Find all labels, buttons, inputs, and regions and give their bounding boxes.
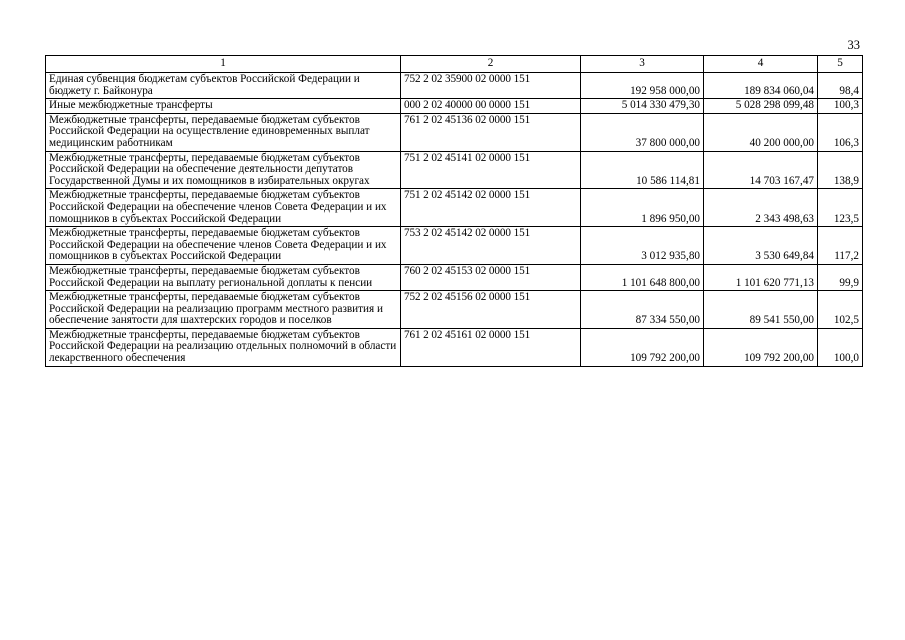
column-header: 4 (704, 56, 818, 73)
row-code-cell: 753 2 02 45142 02 0000 151 (401, 227, 581, 265)
table-row (46, 328, 863, 366)
row-percent-cell: 123,5 (818, 189, 863, 227)
row-percent-cell: 138,9 (818, 151, 863, 189)
row-code-cell: 761 2 02 45136 02 0000 151 (401, 113, 581, 151)
row-actual-cell: 3 530 649,84 (704, 227, 818, 265)
table-row (46, 264, 863, 290)
column-header: 5 (818, 56, 863, 73)
table-body (46, 73, 863, 367)
page-number: 33 (847, 38, 860, 52)
row-planned-cell: 5 014 330 479,30 (581, 99, 704, 114)
column-header: 3 (581, 56, 704, 73)
table-row (46, 113, 863, 151)
row-actual-cell: 89 541 550,00 (704, 291, 818, 329)
row-planned-cell: 1 101 648 800,00 (581, 264, 704, 290)
table-row (46, 189, 863, 227)
row-name-cell: Межбюджетные трансферты, передаваемые бюджетам субъектов Российской Федерации на реализацию отдельных полномочий в области лекарственного обеспечения (46, 328, 401, 366)
row-name-cell: Межбюджетные трансферты, передаваемые бюджетам субъектов Российской Федерации на реализацию программ местного развития и обеспечение занятости для шахтерских городов и поселков (46, 291, 401, 329)
row-code-cell: 752 2 02 45156 02 0000 151 (401, 291, 581, 329)
row-name-cell: Межбюджетные трансферты, передаваемые бюджетам субъектов Российской Федерации на осуществление единовременных выплат медицинским работникам (46, 113, 401, 151)
row-name-cell: Межбюджетные трансферты, передаваемые бюджетам субъектов Российской Федерации на обеспечение членов Совета Федерации и их помощников в субъектах Российской Федерации (46, 227, 401, 265)
row-code-cell: 761 2 02 45161 02 0000 151 (401, 328, 581, 366)
column-number-row (46, 56, 863, 73)
row-actual-cell: 5 028 298 099,48 (704, 99, 818, 114)
table-row (46, 227, 863, 265)
row-code-cell: 751 2 02 45141 02 0000 151 (401, 151, 581, 189)
row-actual-cell: 2 343 498,63 (704, 189, 818, 227)
row-planned-cell: 37 800 000,00 (581, 113, 704, 151)
row-name-cell: Межбюджетные трансферты, передаваемые бюджетам субъектов Российской Федерации на выплату региональной доплаты к пенсии (46, 264, 401, 290)
table-row (46, 291, 863, 329)
row-percent-cell: 102,5 (818, 291, 863, 329)
table-row (46, 151, 863, 189)
row-percent-cell: 100,3 (818, 99, 863, 114)
row-actual-cell: 109 792 200,00 (704, 328, 818, 366)
column-header: 1 (46, 56, 401, 73)
row-actual-cell: 189 834 060,04 (704, 73, 818, 99)
table-row (46, 73, 863, 99)
row-planned-cell: 1 896 950,00 (581, 189, 704, 227)
row-planned-cell: 109 792 200,00 (581, 328, 704, 366)
row-code-cell: 000 2 02 40000 00 0000 151 (401, 99, 581, 114)
row-actual-cell: 1 101 620 771,13 (704, 264, 818, 290)
row-planned-cell: 10 586 114,81 (581, 151, 704, 189)
row-percent-cell: 117,2 (818, 227, 863, 265)
row-percent-cell: 100,0 (818, 328, 863, 366)
row-code-cell: 751 2 02 45142 02 0000 151 (401, 189, 581, 227)
row-percent-cell: 99,9 (818, 264, 863, 290)
row-planned-cell: 3 012 935,80 (581, 227, 704, 265)
row-actual-cell: 40 200 000,00 (704, 113, 818, 151)
row-planned-cell: 87 334 550,00 (581, 291, 704, 329)
row-name-cell: Межбюджетные трансферты, передаваемые бюджетам субъектов Российской Федерации на обеспечение членов Совета Федерации и их помощников в субъектах Российской Федерации (46, 189, 401, 227)
row-actual-cell: 14 703 167,47 (704, 151, 818, 189)
row-percent-cell: 106,3 (818, 113, 863, 151)
row-percent-cell: 98,4 (818, 73, 863, 99)
row-name-cell: Иные межбюджетные трансферты (46, 99, 401, 114)
row-name-cell: Межбюджетные трансферты, передаваемые бюджетам субъектов Российской Федерации на обеспечение деятельности депутатов Государственной Думы и их помощников в избирательных округах (46, 151, 401, 189)
budget-table (45, 55, 863, 367)
column-header: 2 (401, 56, 581, 73)
table-row (46, 99, 863, 114)
row-planned-cell: 192 958 000,00 (581, 73, 704, 99)
row-code-cell: 760 2 02 45153 02 0000 151 (401, 264, 581, 290)
row-code-cell: 752 2 02 35900 02 0000 151 (401, 73, 581, 99)
row-name-cell: Единая субвенция бюджетам субъектов Российской Федерации и бюджету г. Байконура (46, 73, 401, 99)
